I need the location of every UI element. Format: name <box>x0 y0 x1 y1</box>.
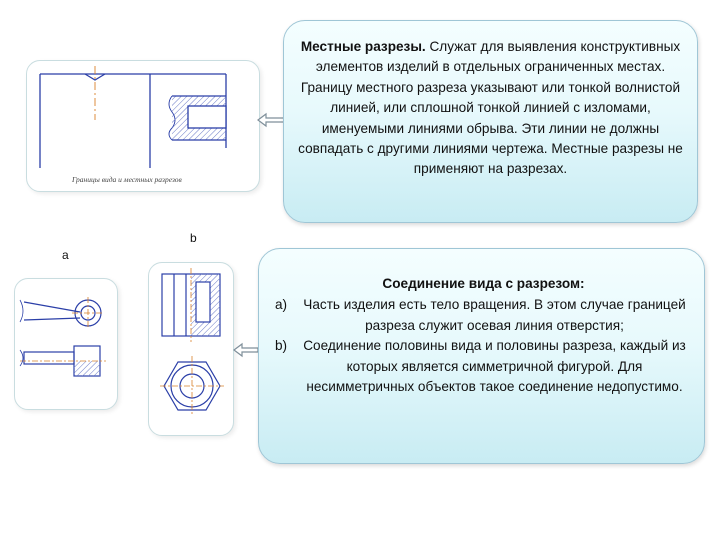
figure-local-section-caption: Границы вида и местных разрезов <box>72 175 182 184</box>
label-a: а <box>62 248 69 262</box>
label-b: b <box>190 231 197 245</box>
figure-a-drawing <box>20 297 106 376</box>
list-item-marker: b) <box>275 338 288 354</box>
list-item-text: Часть изделия есть тело вращения. В этом случае границей разреза служит осевая линия отверстия; <box>303 297 686 333</box>
view-section-title: Соединение вида с разрезом: <box>382 276 585 291</box>
list-item <box>275 295 692 336</box>
figure-local-section-drawing <box>40 66 226 168</box>
figure-b-drawing <box>160 268 224 416</box>
local-sections-text: Служат для выявления конструктивных элементов изделий в отдельных ограниченных местах. Границу местного разреза указывают или тонкой волнистой линией, или сплошной тонкой линией с изломами, именуемыми линиями обрыва. Эти линии не должны совпадать с другими линиями чертежа. Местные разрезы не применяют на разрезах. <box>298 39 683 177</box>
local-sections-info-box <box>283 20 698 223</box>
list-item-marker: a) <box>275 297 288 313</box>
list-item <box>275 336 692 397</box>
view-section-info-box <box>258 248 705 464</box>
arrow-to-figure-1 <box>258 114 284 126</box>
arrow-to-figure-b <box>234 344 258 356</box>
list-item-text: Соединение половины вида и половины разреза, каждый из которых является симметричной фигурой. Для несимметричных объектов такое соединение недопустимо. <box>303 338 686 395</box>
local-sections-title: Местные разрезы. <box>300 39 426 54</box>
